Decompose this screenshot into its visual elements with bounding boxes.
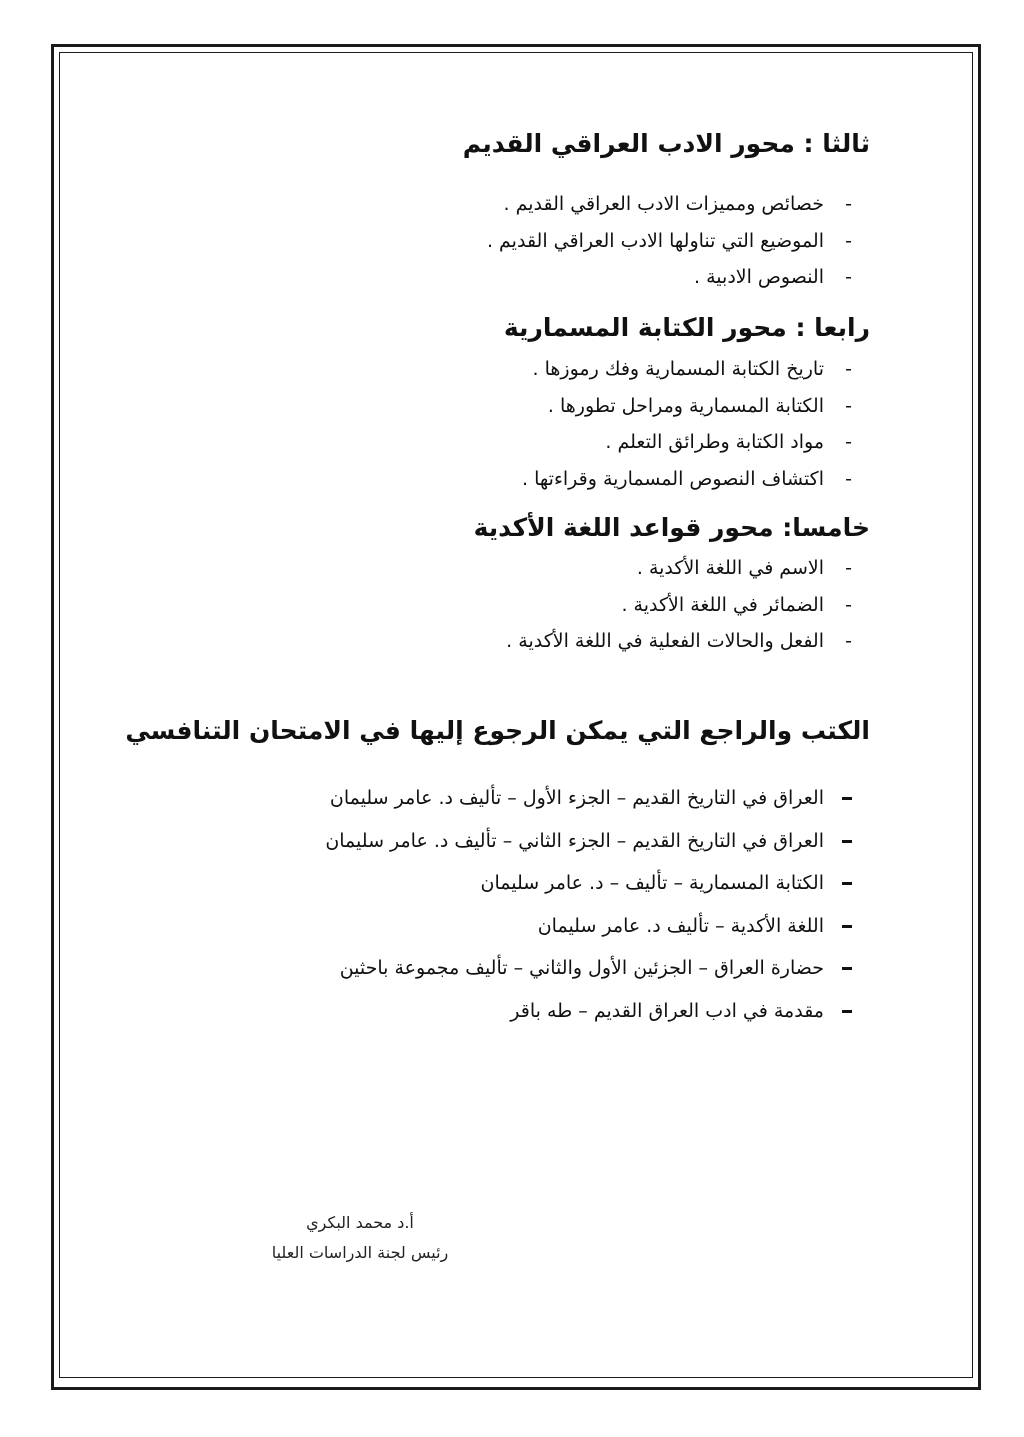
- dash-marker: -: [845, 431, 852, 453]
- list-item: - الكتابة المسمارية ومراحل تطورها .: [522, 388, 870, 425]
- bullet-marker: [842, 1010, 852, 1013]
- bullet-marker: [842, 967, 852, 970]
- list-item: - اكتشاف النصوص المسمارية وقراءتها .: [522, 461, 870, 498]
- reference-item: العراق في التاريخ القديم – الجزء الثاني – تأليف د. عامر سليمان: [325, 820, 870, 863]
- list-item: - الضمائر في اللغة الأكدية .: [506, 587, 870, 624]
- section-list-literature: [487, 186, 870, 296]
- reference-item: العراق في التاريخ القديم – الجزء الأول – تأليف د. عامر سليمان: [325, 777, 870, 820]
- dash-marker: -: [845, 229, 852, 252]
- reference-item: مقدمة في ادب العراق القديم – طه باقر: [325, 990, 870, 1033]
- list-item: - تاريخ الكتابة المسمارية وفك رموزها .: [522, 351, 870, 388]
- bullet-marker: [842, 840, 852, 843]
- bullet-marker: [842, 882, 852, 885]
- list-item: - النصوص الادبية .: [487, 259, 870, 296]
- section-list-cuneiform: [522, 351, 870, 497]
- references-list: [325, 777, 870, 1032]
- reference-item: حضارة العراق – الجزئين الأول والثاني – تأليف مجموعة باحثين: [325, 947, 870, 990]
- list-item: - الفعل والحالات الفعلية في اللغة الأكدية .: [506, 623, 870, 660]
- list-item: - مواد الكتابة وطرائق التعلم .: [522, 424, 870, 461]
- dash-marker: -: [845, 557, 852, 579]
- references-heading: الكتب والراجع التي يمكن الرجوع إليها في الامتحان التنافسي: [125, 716, 870, 745]
- section-heading-literature: ثالثا : محور الادب العراقي القديم: [462, 129, 870, 158]
- bullet-marker: [842, 797, 852, 800]
- dash-marker: -: [845, 266, 852, 288]
- dash-marker: -: [845, 193, 852, 215]
- signatory-title: رئيس لجنة الدراسات العليا: [271, 1243, 449, 1262]
- dash-marker: -: [845, 394, 852, 417]
- reference-item: اللغة الأكدية – تأليف د. عامر سليمان: [325, 905, 870, 948]
- list-item: - الاسم في اللغة الأكدية .: [506, 550, 870, 587]
- signatory-name: أ.د محمد البكري: [306, 1213, 414, 1232]
- list-item: - خصائص ومميزات الادب العراقي القديم .: [487, 186, 870, 223]
- dash-marker: -: [845, 593, 852, 616]
- signature-block: [250, 1208, 470, 1268]
- section-list-akkadian: [506, 550, 870, 660]
- section-heading-cuneiform: رابعا : محور الكتابة المسمارية: [503, 313, 870, 342]
- dash-marker: -: [845, 630, 852, 652]
- dash-marker: -: [845, 358, 852, 380]
- bullet-marker: [842, 925, 852, 928]
- list-item: - الموضيع التي تناولها الادب العراقي القديم .: [487, 223, 870, 260]
- reference-item: الكتابة المسمارية – تأليف – د. عامر سليمان: [325, 862, 870, 905]
- section-heading-akkadian: خامسا: محور قواعد اللغة الأكدية: [473, 513, 870, 542]
- dash-marker: -: [845, 467, 852, 490]
